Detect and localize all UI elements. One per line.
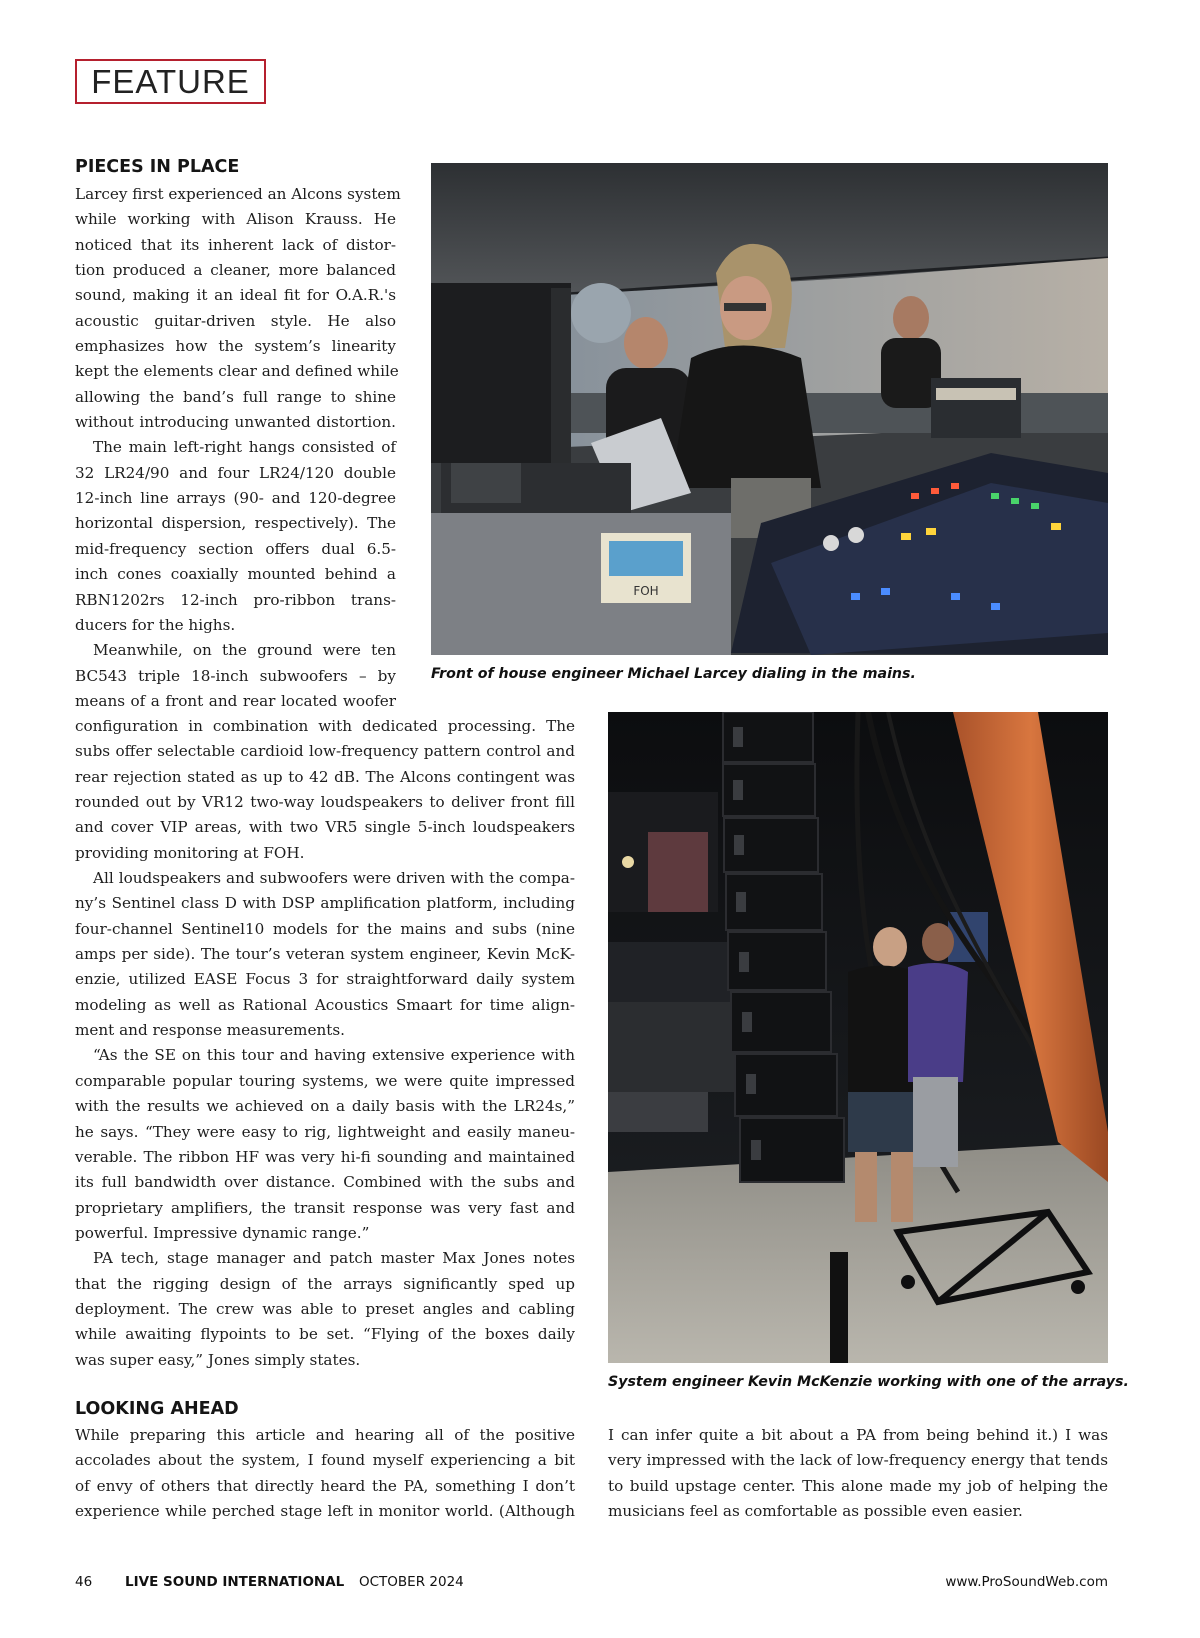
text-line: comparable popular touring systems, we were quite impressed: [75, 1071, 575, 1090]
article-column-left: [75, 1423, 575, 1524]
text-line: verable. The ribbon HF was very hi-fi sounding and maintained: [75, 1147, 575, 1166]
text-line: 12-inch line arrays (90- and 120-degree: [75, 489, 396, 508]
text-line: while working with Alison Krauss. He: [75, 210, 396, 229]
text-line: Larcey first experienced an Alcons system: [75, 185, 401, 203]
text-line: amps per side). The tour’s veteran system engineer, Kevin McK-: [75, 945, 575, 964]
text-line: PA tech, stage manager and patch master Max Jones notes: [93, 1249, 575, 1268]
text-line: rounded out by VR12 two-way loudspeakers to deliver front fill: [75, 793, 575, 812]
section-heading-looking-ahead: LOOKING AHEAD: [75, 1399, 239, 1419]
text-line: was super easy,” Jones simply states.: [75, 1350, 361, 1369]
text-line: All loudspeakers and subwoofers were driven with the compa-: [93, 869, 575, 888]
text-line: subs offer selectable cardioid low-frequency pattern control and: [75, 742, 575, 761]
text-line: RBN1202rs 12-inch pro-ribbon trans-: [75, 590, 396, 609]
text-line: horizontal dispersion, respectively). The: [75, 514, 396, 533]
text-line: of envy of others that directly heard the PA, something I don’t: [75, 1476, 575, 1495]
text-line: to build upstage center. This alone made my job of helping the: [608, 1476, 1108, 1495]
text-line: rear rejection stated as up to 42 dB. The Alcons contingent was: [75, 767, 575, 786]
text-line: Meanwhile, on the ground were ten: [93, 641, 396, 660]
text-line: musicians feel as comfortable as possible even easier.: [608, 1502, 1023, 1521]
magazine-name: LIVE SOUND INTERNATIONAL: [125, 1574, 345, 1590]
page-number: 46: [75, 1574, 93, 1590]
text-line: ment and response measurements.: [75, 1021, 345, 1040]
text-line: and cover VIP areas, with two VR5 single 5-inch loudspeakers: [75, 818, 575, 837]
photo-caption-foh: Front of house engineer Michael Larcey dialing in the mains.: [431, 666, 916, 682]
text-line: acoustic guitar-driven style. He also: [75, 311, 396, 330]
article-column-right: [608, 1423, 1108, 1524]
article-column-narrow: [75, 182, 401, 714]
text-line: accolades about the system, I found myself experiencing a bit: [75, 1451, 575, 1470]
text-line: “As the SE on this tour and having extensive experience with: [93, 1046, 575, 1065]
text-line: very impressed with the lack of low-frequency energy that tends: [608, 1451, 1108, 1470]
photo-caption-arrays: System engineer Kevin McKenzie working with one of the arrays.: [608, 1374, 1129, 1390]
website-link[interactable]: www.ProSoundWeb.com: [945, 1574, 1108, 1590]
text-line: noticed that its inherent lack of distor-: [75, 235, 396, 254]
text-line: inch cones coaxially mounted behind a: [75, 565, 396, 584]
text-line: while awaiting flypoints to be set. “Flying of the boxes daily: [75, 1325, 575, 1344]
text-line: The main left-right hangs consisted of: [93, 438, 396, 457]
text-line: 32 LR24/90 and four LR24/120 double: [75, 463, 396, 482]
text-line: that the rigging design of the arrays significantly sped up: [75, 1274, 575, 1293]
photo-foh-engineer: [431, 163, 1108, 655]
text-line: emphasizes how the system’s linearity: [75, 337, 396, 356]
text-line: enzie, utilized EASE Focus 3 for straightforward daily system: [75, 970, 575, 989]
article-column-wide: [75, 714, 575, 1373]
section-label: FEATURE: [91, 62, 250, 100]
text-line: BC543 triple 18-inch subwoofers – by: [75, 666, 396, 685]
text-line: proprietary amplifiers, the transit response was very fast and: [75, 1198, 575, 1217]
text-line: means of a front and rear located woofer: [75, 691, 396, 710]
text-line: mid-frequency section offers dual 6.5-: [75, 539, 396, 558]
text-line: configuration in combination with dedicated processing. The: [75, 717, 575, 735]
text-line: its full bandwidth over distance. Combined with the subs and: [75, 1173, 575, 1192]
case-label: FOH: [633, 584, 659, 598]
text-line: ny’s Sentinel class D with DSP amplification platform, including: [75, 894, 575, 913]
text-line: without introducing unwanted distortion.: [75, 413, 396, 432]
text-line: powerful. Impressive dynamic range.”: [75, 1223, 370, 1242]
text-line: While preparing this article and hearing all of the positive: [75, 1426, 575, 1444]
text-line: tion produced a cleaner, more balanced: [75, 261, 396, 280]
section-label-box: [75, 59, 266, 104]
text-line: ducers for the highs.: [75, 615, 236, 634]
text-line: he says. “They were easy to rig, lightweight and easily maneu-: [75, 1122, 575, 1141]
text-line: four-channel Sentinel10 models for the mains and subs (nine: [75, 919, 575, 938]
issue-date: OCTOBER 2024: [359, 1574, 464, 1590]
text-line: deployment. The crew was able to preset angles and cabling: [75, 1299, 575, 1318]
section-heading-pieces-in-place: PIECES IN PLACE: [75, 157, 240, 177]
text-line: modeling as well as Rational Acoustics Smaart for time align-: [75, 995, 575, 1014]
text-line: kept the elements clear and defined while: [75, 362, 399, 381]
text-line: I can infer quite a bit about a PA from being behind it.) I was: [608, 1426, 1108, 1444]
text-line: sound, making it an ideal fit for O.A.R.'s: [75, 286, 396, 305]
text-line: allowing the band’s full range to shine: [75, 387, 396, 406]
text-line: providing monitoring at FOH.: [75, 843, 305, 862]
text-line: experience while perched stage left in monitor world. (Although: [75, 1502, 575, 1521]
text-line: with the results we achieved on a daily basis with the LR24s,”: [75, 1097, 575, 1116]
photo-system-engineer-arrays: [608, 712, 1108, 1363]
